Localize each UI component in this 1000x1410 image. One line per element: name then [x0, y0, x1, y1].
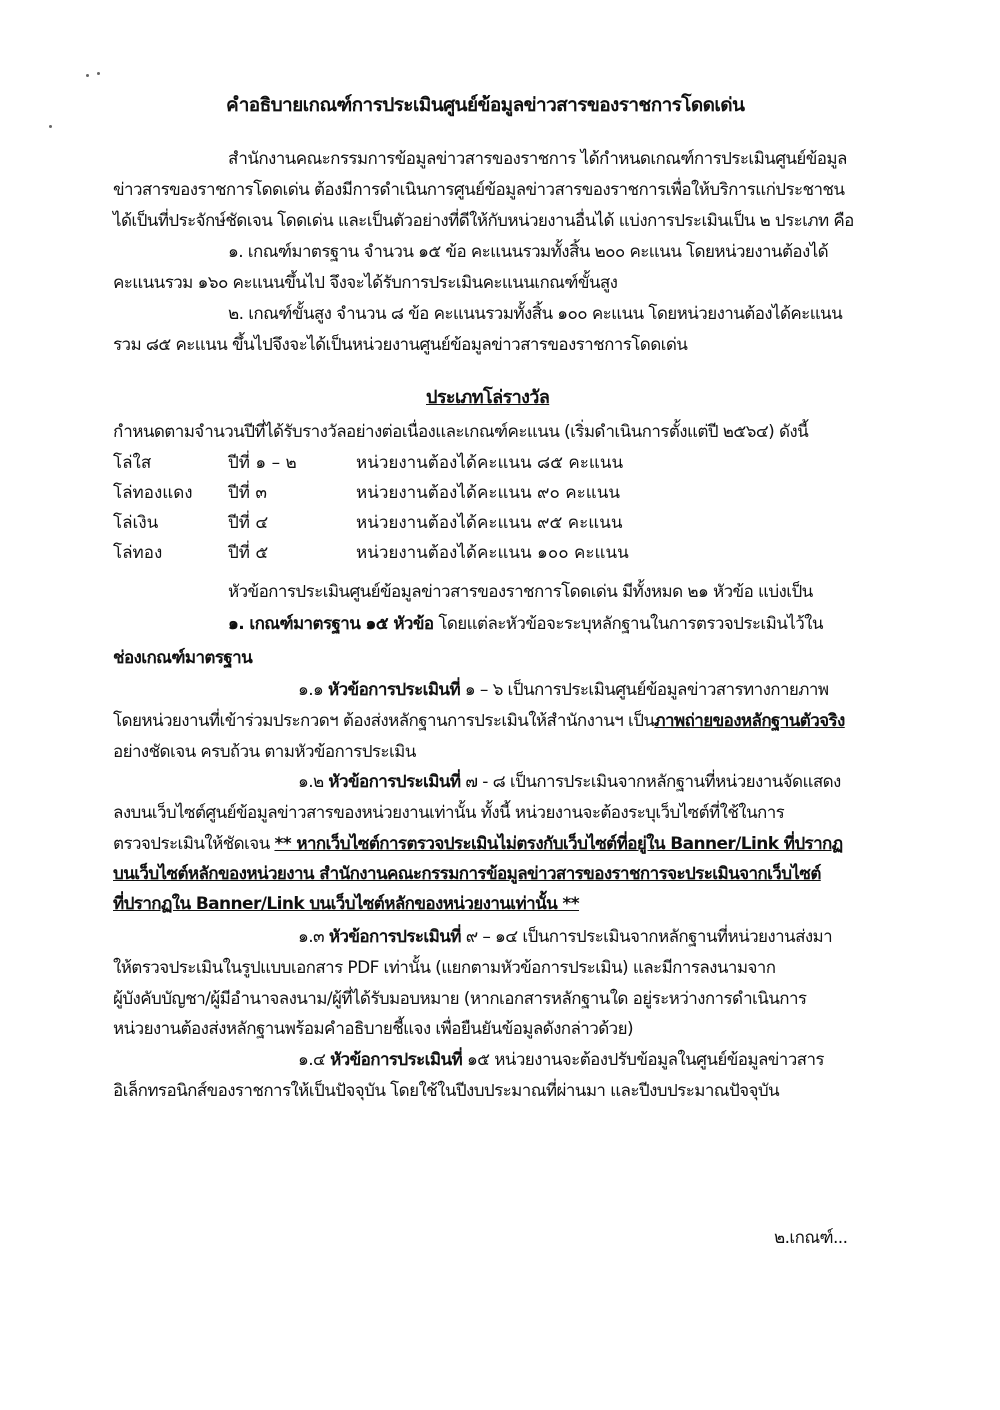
scan-speck	[97, 72, 100, 75]
section-text: ตรวจประเมินให้ชัดเจน	[113, 834, 275, 854]
award-name: โล่ทองแดง	[113, 483, 193, 503]
section-label: หัวข้อการประเมินที่	[328, 772, 461, 792]
scan-speck	[86, 74, 89, 77]
section-1-2-line: ลงบนเว็บไซต์ศูนย์ข้อมูลข่าวสารของหน่วยงานเท่านั้น ทั้งนี้ หน่วยงานจะต้องระบุเว็บไซต์ที่ใช้ในการ	[113, 803, 785, 823]
intro-line: คะแนนรวม ๑๖๐ คะแนนขึ้นไป จึงจะได้รับการประเมินคะแนนเกณฑ์ขั้นสูง	[113, 273, 618, 293]
section-number: ๑.๑	[298, 680, 328, 700]
section-1-4-line	[298, 1048, 824, 1072]
section-text: โดยหน่วยงานที่เข้าร่วมประกวดฯ ต้องส่งหลักฐานการประเมินให้สำนักงานฯ เป็น	[113, 711, 655, 731]
page-title: คำอธิบายเกณฑ์การประเมินศูนย์ข้อมูลข่าวสารของราชการโดดเด่น	[226, 94, 745, 116]
section-1-1-line	[298, 678, 828, 702]
topics-line: หัวข้อการประเมินศูนย์ข้อมูลข่าวสารของราชการโดดเด่น มีทั้งหมด ๒๑ หัวข้อ แบ่งเป็น	[228, 582, 813, 602]
award-name: โล่เงิน	[113, 513, 159, 533]
standard-column-label: ช่องเกณฑ์มาตรฐาน	[113, 648, 253, 668]
section-1-2-line	[298, 770, 841, 794]
intro-line: ข่าวสารของราชการโดดเด่น ต้องมีการดำเนินการศูนย์ข้อมูลข่าวสารของราชการเพื่อให้บริการแก่ประชาชน	[113, 180, 845, 200]
intro-line: สำนักงานคณะกรรมการข้อมูลข่าวสารของราชการ ได้กำหนดเกณฑ์การประเมินศูนย์ข้อมูล	[228, 149, 847, 169]
standard-criteria-line	[228, 612, 823, 636]
award-name: โล่ทอง	[113, 543, 163, 563]
intro-line: รวม ๘๕ คะแนน ขึ้นไปจึงจะได้เป็นหน่วยงานศูนย์ข้อมูลข่าวสารของราชการโดดเด่น	[113, 335, 688, 355]
award-years: ปีที่ ๓	[228, 483, 268, 503]
standard-criteria-heading: ๑. เกณฑ์มาตรฐาน ๑๕ หัวข้อ	[228, 614, 434, 634]
section-number: ๑.๓	[298, 927, 329, 947]
section-1-2-line: บนเว็บไซต์หลักของหน่วยงาน สำนักงานคณะกรรมการข้อมูลข่าวสารของราชการจะประเมินจากเว็บไซต์	[113, 864, 821, 884]
award-heading: ประเภทโล่รางวัล	[426, 387, 550, 408]
section-1-3-line: ผู้บังคับบัญชา/ผู้มีอำนาจลงนาม/ผู้ที่ได้รับมอบหมาย (หากเอกสารหลักฐานใด อยู่ระหว่างการดำเนินการ	[113, 989, 807, 1009]
section-1-3-line: ให้ตรวจประเมินในรูปแบบเอกสาร PDF เท่านั้น (แยกตามหัวข้อการประเมิน) และมีการลงนามจาก	[113, 958, 776, 978]
award-score: หน่วยงานต้องได้คะแนน ๑๐๐ คะแนน	[356, 543, 629, 563]
section-1-1-line: อย่างชัดเจน ครบถ้วน ตามหัวข้อการประเมิน	[113, 742, 416, 762]
section-label: หัวข้อการประเมินที่	[328, 680, 461, 700]
section-1-3-line: หน่วยงานต้องส่งหลักฐานพร้อมคำอธิบายชี้แจง เพื่อยืนยันข้อมูลดังกล่าวด้วย)	[113, 1019, 633, 1039]
intro-line: ได้เป็นที่ประจักษ์ชัดเจน โดดเด่น และเป็นตัวอย่างที่ดีให้กับหน่วยงานอื่นได้ แบ่งการประเมินเป็น ๒ ประเภท คือ	[113, 211, 854, 231]
award-score: หน่วยงานต้องได้คะแนน ๙๐ คะแนน	[356, 483, 620, 503]
section-label: หัวข้อการประเมินที่	[328, 927, 461, 947]
award-score: หน่วยงานต้องได้คะแนน ๙๕ คะแนน	[356, 513, 623, 533]
section-text: ๗ - ๘ เป็นการประเมินจากหลักฐานที่หน่วยงานจัดแสดง	[460, 772, 841, 792]
section-1-3-line	[298, 925, 832, 949]
section-label: หัวข้อการประเมินที่	[330, 1050, 463, 1070]
award-name: โล่ใส	[113, 453, 152, 473]
section-number: ๑.๒	[298, 772, 329, 792]
section-text: ๑๕ หน่วยงานจะต้องปรับข้อมูลในศูนย์ข้อมูลข่าวสาร	[462, 1050, 824, 1070]
section-text: ๑ – ๖ เป็นการประเมินศูนย์ข้อมูลข่าวสารทางกายภาพ	[460, 680, 829, 700]
page-continuation: ๒.เกณฑ์...	[774, 1228, 848, 1248]
section-1-2-line: ที่ปรากฏใน Banner/Link บนเว็บไซต์หลักของหน่วยงานเท่านั้น **	[113, 894, 580, 914]
award-intro: กำหนดตามจำนวนปีที่ได้รับรางวัลอย่างต่อเนื่องและเกณฑ์คะแนน (เริ่มดำเนินการตั้งแต่ปี ๒๕๖๔) ดังนี้	[113, 422, 809, 442]
section-1-2-line	[113, 832, 843, 856]
award-score: หน่วยงานต้องได้คะแนน ๘๕ คะแนน	[356, 453, 624, 473]
scan-speck	[49, 125, 52, 128]
section-1-4-line: อิเล็กทรอนิกส์ของราชการให้เป็นปัจจุบัน โดยใช้ในปีงบประมาณที่ผ่านมา และปีงบประมาณปัจจุบัน	[113, 1081, 780, 1101]
section-number: ๑.๔	[298, 1050, 331, 1070]
section-1-1-line	[113, 709, 845, 733]
award-years: ปีที่ ๑ – ๒	[228, 453, 297, 473]
section-text: ๙ – ๑๔ เป็นการประเมินจากหลักฐานที่หน่วยงานส่งมา	[460, 927, 833, 947]
award-years: ปีที่ ๔	[228, 513, 269, 533]
award-years: ปีที่ ๕	[228, 543, 269, 563]
section-emphasis: ภาพถ่ายของหลักฐานตัวจริง	[654, 711, 845, 731]
standard-criteria-text: โดยแต่ละหัวข้อจะระบุหลักฐานในการตรวจประเมินไว้ใน	[433, 614, 823, 634]
intro-line: ๑. เกณฑ์มาตรฐาน จำนวน ๑๕ ข้อ คะแนนรวมทั้งสิ้น ๒๐๐ คะแนน โดยหน่วยงานต้องได้	[228, 242, 829, 262]
section-emphasis: ** หากเว็บไซต์การตรวจประเมินไม่ตรงกับเว็บไซต์ที่อยู่ใน Banner/Link ที่ปรากฏ	[274, 834, 843, 854]
intro-line: ๒. เกณฑ์ขั้นสูง จำนวน ๘ ข้อ คะแนนรวมทั้งสิ้น ๑๐๐ คะแนน โดยหน่วยงานต้องได้คะแนน	[228, 304, 843, 324]
